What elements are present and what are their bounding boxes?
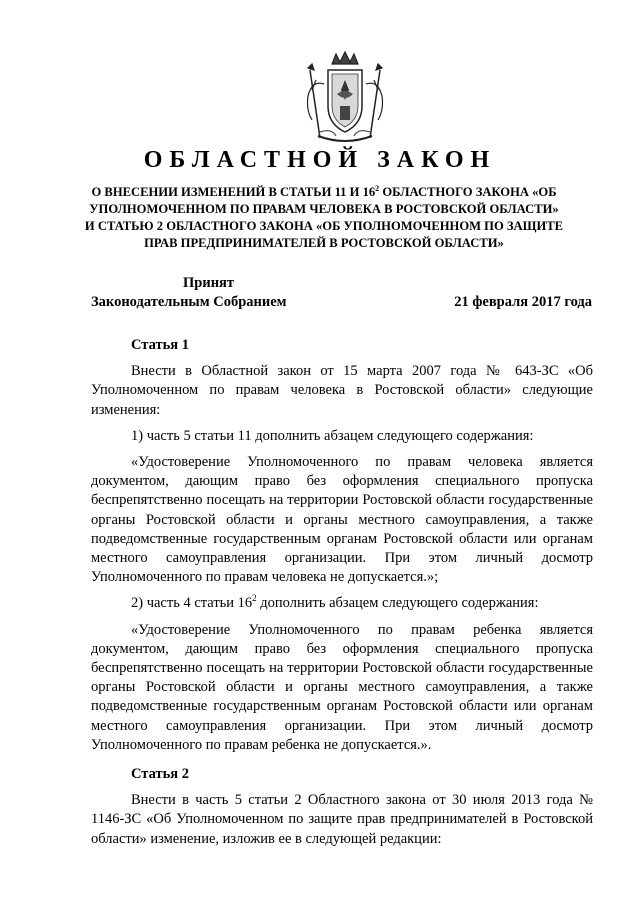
law-title-superscript: 2: [375, 183, 380, 193]
coat-of-arms-icon: [302, 50, 388, 146]
law-title-part2: ОБЛАСТНОГО ЗАКОНА «ОБ УПОЛНОМОЧЕННОМ ПО ПРАВАМ ЧЕЛОВЕКА В РОСТОВСКОЙ ОБЛАСТИ» И СТАТЬЮ 2 ОБЛАСТНОГО ЗАКОНА «ОБ УПОЛНОМОЧЕННОМ ПО ЗАЩИТЕ ПРАВ ПРЕДПРИНИМАТЕЛЕЙ В РОСТОВСКОЙ ОБЛАСТИ»: [84, 185, 564, 250]
law-title-part1: О ВНЕСЕНИИ ИЗМЕНЕНИЙ В СТАТЬИ 11 И 16: [91, 185, 376, 199]
item-2-part2: дополнить абзацем следующего содержания:: [256, 595, 539, 612]
item-2-superscript: 2: [252, 593, 257, 604]
document-body: [91, 336, 593, 849]
law-title: [84, 184, 564, 252]
adoption-date: 21 февраля 2017 года: [454, 294, 592, 310]
article-2-heading: Статья 2: [131, 766, 189, 783]
article-1-item-1: 1) часть 5 статьи 11 дополнить абзацем следующего содержания:: [131, 427, 534, 444]
article-1-intro: Внести в Областной закон от 15 марта 2007 года № 643-ЗС «Об Уполномоченном по правам человека в Ростовской области» следующие изменения:: [91, 363, 593, 418]
article-1-quote-2: «Удостоверение Уполномоченного по правам ребенка является документом, дающим право без оформления специального пропуска беспрепятственно посещать на территории Ростовской области государственные органы Ростовской области и органы местного самоуправления, а также подведомственные государственным органам Ростовской области или органам местного самоуправления организации. При этом личный досмотр Уполномоченного по правам ребенка не допускается.».: [91, 621, 593, 753]
adopted-label: Принят: [183, 275, 235, 291]
adopted-by: Законодательным Собранием: [91, 294, 287, 310]
article-1-heading: Статья 1: [131, 337, 189, 353]
article-1-item-2: [91, 594, 593, 613]
law-type-heading: ОБЛАСТНОЙ ЗАКОН: [143, 147, 497, 173]
item-2-part1: 2) часть 4 статьи 16: [131, 595, 253, 612]
article-1-quote-1: «Удостоверение Уполномоченного по правам человека является документом, дающим право без оформления специального пропуска беспрепятственно посещать на территории Ростовской области государственные органы Ростовской области и органы местного самоуправления, а также подведомственные государственным органам Ростовской области или органам местного самоуправления организации. При этом личный досмотр Уполномоченного по правам человека не допускается.»;: [91, 454, 593, 586]
article-2-text: Внести в часть 5 статьи 2 Областного закона от 30 июля 2013 года № 1146-ЗС «Об Уполномоченном по защите прав предпринимателей в Ростовской области» изменение, изложив ее в следующей редакции:: [91, 792, 593, 847]
